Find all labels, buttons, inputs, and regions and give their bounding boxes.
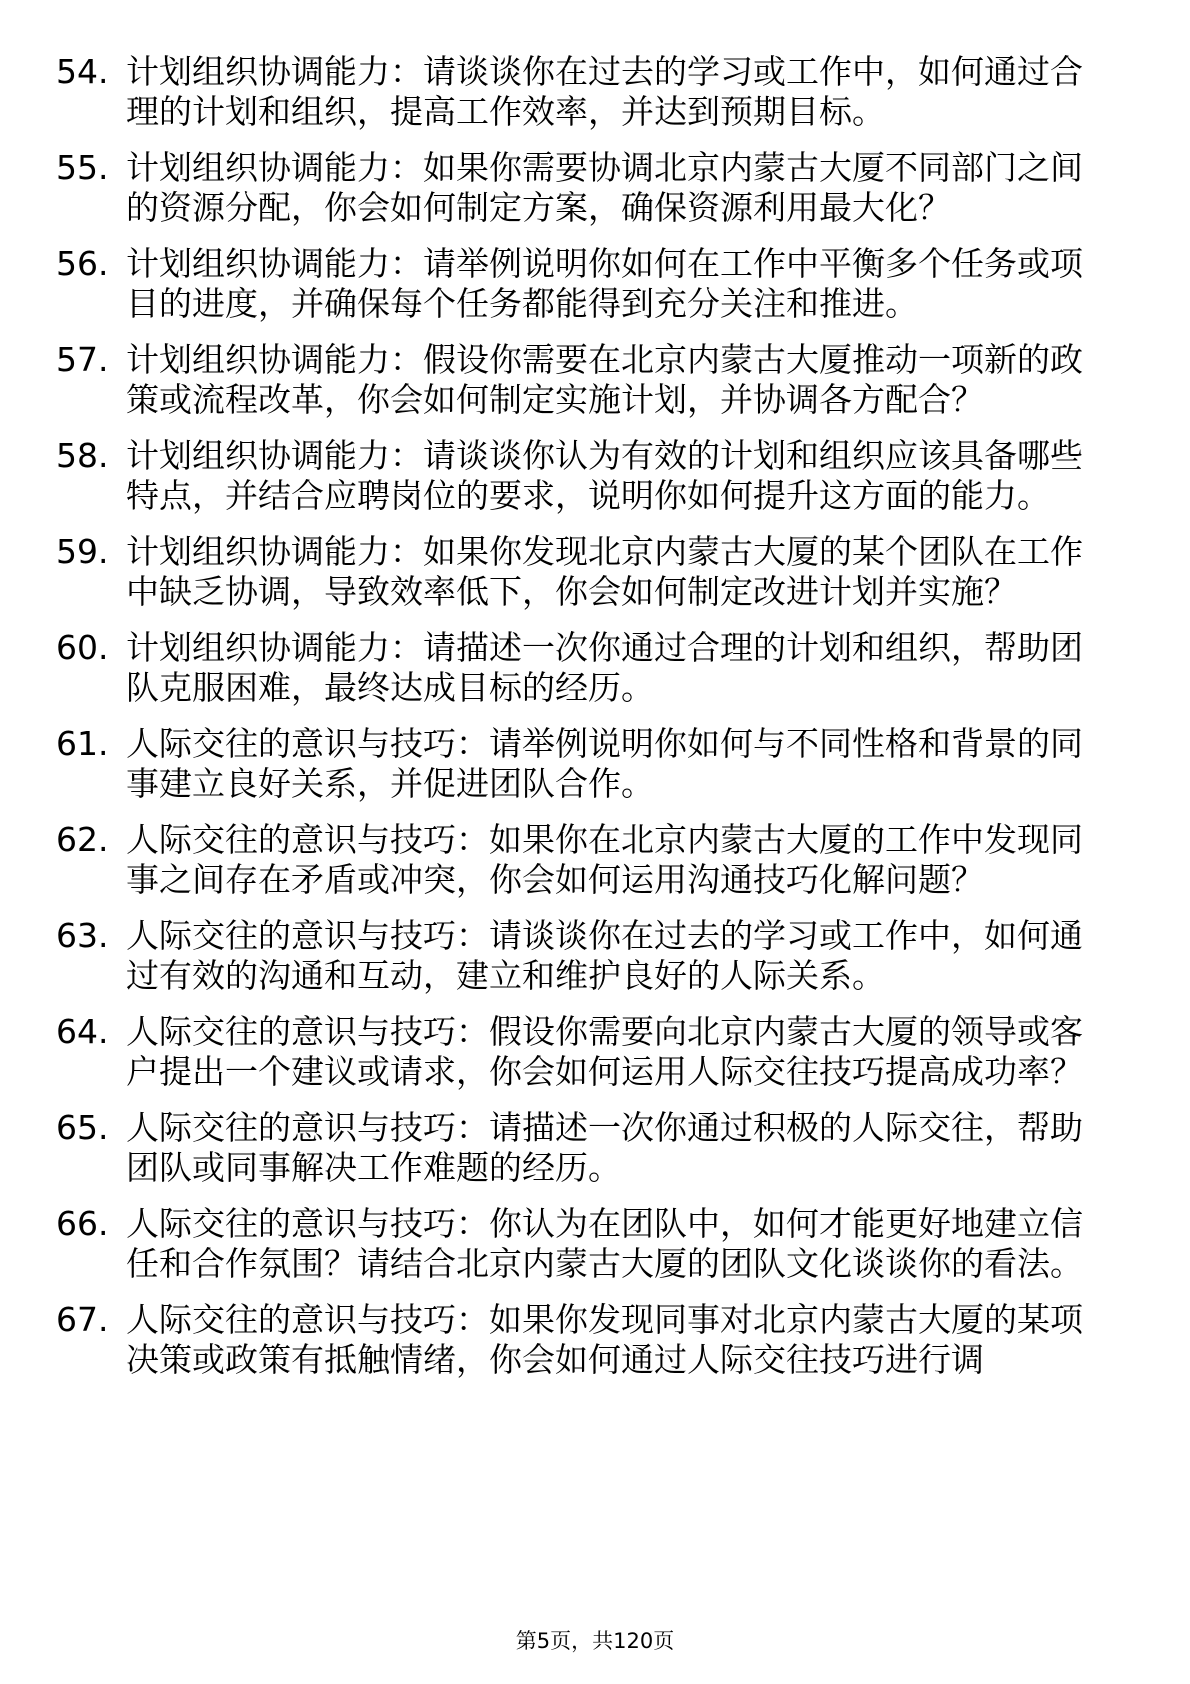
- page-indicator: 第5页，共120页: [515, 1629, 675, 1653]
- question-number: 58.: [56, 436, 109, 475]
- question-number: 61.: [56, 724, 109, 763]
- question-item: [56, 1204, 1114, 1284]
- question-number: 54.: [56, 52, 109, 91]
- question-item: [56, 244, 1114, 324]
- question-item: [56, 820, 1114, 900]
- page-footer: [0, 1628, 1190, 1654]
- question-item: [56, 436, 1114, 516]
- question-item: [56, 724, 1114, 804]
- question-text: 人际交往的意识与技巧：你认为在团队中，如何才能更好地建立信任和合作氛围？请结合北京内蒙古大厦的团队文化谈谈你的看法。: [126, 1204, 1083, 1283]
- question-item: [56, 628, 1114, 708]
- question-number: 59.: [56, 532, 109, 571]
- question-item: [56, 52, 1114, 132]
- question-item: [56, 340, 1114, 420]
- question-item: [56, 1300, 1114, 1380]
- question-list: [56, 52, 1114, 1396]
- question-number: 60.: [56, 628, 109, 667]
- question-item: [56, 1012, 1114, 1092]
- question-number: 64.: [56, 1012, 109, 1051]
- question-text: 计划组织协调能力：如果你需要协调北京内蒙古大厦不同部门之间的资源分配，你会如何制定方案，确保资源利用最大化？: [126, 148, 1083, 227]
- question-number: 56.: [56, 244, 109, 283]
- question-text: 计划组织协调能力：假设你需要在北京内蒙古大厦推动一项新的政策或流程改革，你会如何制定实施计划，并协调各方配合？: [126, 340, 1083, 419]
- question-text: 人际交往的意识与技巧：如果你在北京内蒙古大厦的工作中发现同事之间存在矛盾或冲突，你会如何运用沟通技巧化解问题？: [126, 820, 1083, 899]
- question-number: 65.: [56, 1108, 109, 1147]
- question-text: 计划组织协调能力：请举例说明你如何在工作中平衡多个任务或项目的进度，并确保每个任务都能得到充分关注和推进。: [126, 244, 1083, 323]
- question-text: 人际交往的意识与技巧：假设你需要向北京内蒙古大厦的领导或客户提出一个建议或请求，你会如何运用人际交往技巧提高成功率？: [126, 1012, 1083, 1091]
- question-text: 人际交往的意识与技巧：请谈谈你在过去的学习或工作中，如何通过有效的沟通和互动，建立和维护良好的人际关系。: [126, 916, 1083, 995]
- question-number: 62.: [56, 820, 109, 859]
- question-text: 人际交往的意识与技巧：请描述一次你通过积极的人际交往，帮助团队或同事解决工作难题的经历。: [126, 1108, 1083, 1187]
- question-number: 67.: [56, 1300, 109, 1339]
- question-text: 人际交往的意识与技巧：请举例说明你如何与不同性格和背景的同事建立良好关系，并促进团队合作。: [126, 724, 1083, 803]
- question-text: 计划组织协调能力：请谈谈你认为有效的计划和组织应该具备哪些特点，并结合应聘岗位的要求，说明你如何提升这方面的能力。: [126, 436, 1083, 515]
- question-item: [56, 1108, 1114, 1188]
- question-item: [56, 532, 1114, 612]
- question-number: 66.: [56, 1204, 109, 1243]
- question-text: 计划组织协调能力：请描述一次你通过合理的计划和组织，帮助团队克服困难，最终达成目标的经历。: [126, 628, 1083, 707]
- question-text: 人际交往的意识与技巧：如果你发现同事对北京内蒙古大厦的某项决策或政策有抵触情绪，你会如何通过人际交往技巧进行调: [126, 1300, 1083, 1379]
- question-item: [56, 916, 1114, 996]
- question-number: 55.: [56, 148, 109, 187]
- question-number: 57.: [56, 340, 109, 379]
- question-number: 63.: [56, 916, 109, 955]
- question-item: [56, 148, 1114, 228]
- question-text: 计划组织协调能力：请谈谈你在过去的学习或工作中，如何通过合理的计划和组织，提高工作效率，并达到预期目标。: [126, 52, 1083, 131]
- question-text: 计划组织协调能力：如果你发现北京内蒙古大厦的某个团队在工作中缺乏协调，导致效率低下，你会如何制定改进计划并实施？: [126, 532, 1083, 611]
